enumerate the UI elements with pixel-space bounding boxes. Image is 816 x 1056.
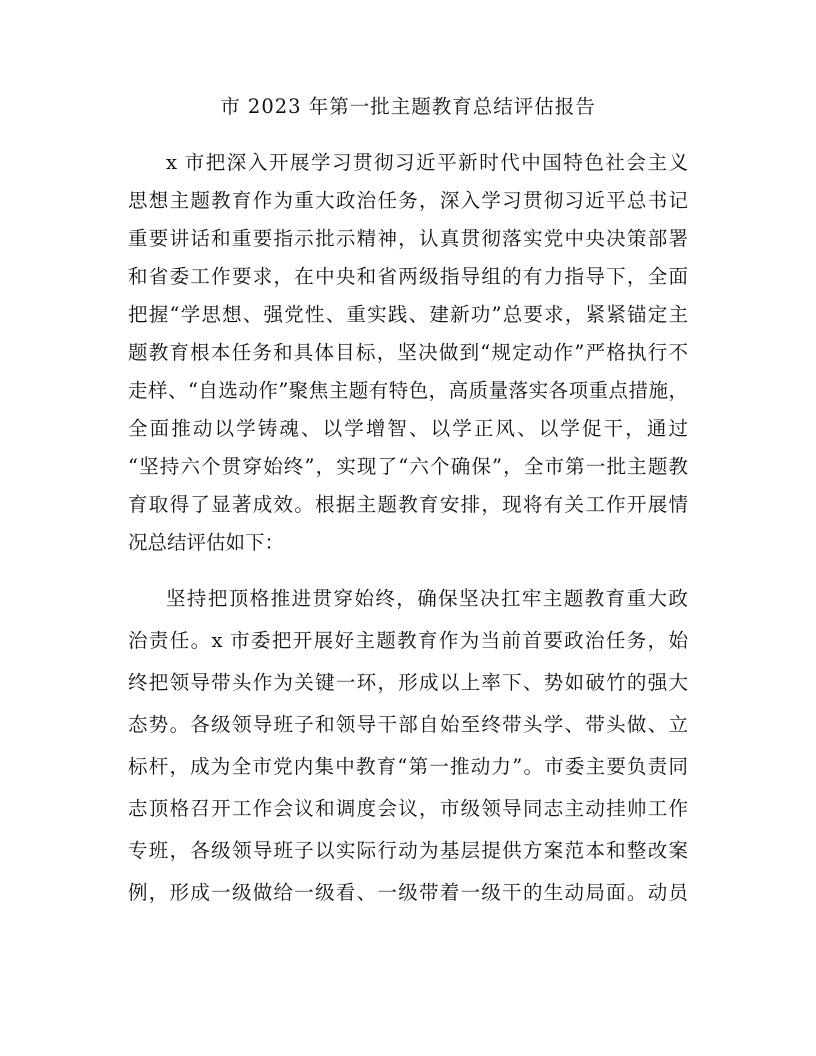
paragraph-line: 思想主题教育作为重大政治任务，深入学习贯彻习近平总书记 [128,189,688,212]
paragraph-line: 况总结评估如下： [128,531,285,554]
paragraph-line: 重要讲话和重要指示批示精神，认真贯彻落实党中央决策部署 [128,227,688,250]
paragraph-line: x 市把深入开展学习贯彻习近平新时代中国特色社会主义 [166,151,688,174]
paragraph-line: 把握“学思想、强党性、重实践、建新功”总要求，紧紧锚定主 [128,303,688,326]
paragraph-line: 标杆，成为全市党内集中教育“第一推动力”。市委主要负责同 [128,755,688,778]
paragraph-line: 治责任。x 市委把开展好主题教育作为当前首要政治任务，始 [128,629,688,652]
paragraph-line: 题教育根本任务和具体目标，坚决做到“规定动作”严格执行不 [128,341,688,364]
document-title: 市 2023 年第一批主题教育总结评估报告 [220,95,596,118]
paragraph-line: 全面推动以学铸魂、以学增智、以学正风、以学促干，通过 [128,417,688,440]
paragraph-line: 坚持把顶格推进贯穿始终，确保坚决扛牢主题教育重大政 [166,587,688,610]
paragraph-line: 走样、“自选动作”聚焦主题有特色，高质量落实各项重点措施， [128,379,688,402]
paragraph-line: 和省委工作要求，在中央和省两级指导组的有力指导下，全面 [128,265,688,288]
paragraph-line: 终把领导带头作为关键一环，形成以上率下、势如破竹的强大 [128,671,688,694]
paragraph-line: “坚持六个贯穿始终”，实现了“六个确保”，全市第一批主题教 [128,455,688,478]
paragraph-line: 专班，各级领导班子以实际行动为基层提供方案范本和整改案 [128,839,688,862]
paragraph-line: 育取得了显著成效。根据主题教育安排，现将有关工作开展情 [128,493,688,516]
paragraph-line: 例，形成一级做给一级看、一级带着一级干的生动局面。动员 [128,881,688,904]
paragraph-line: 志顶格召开工作会议和调度会议，市级领导同志主动挂帅工作 [128,797,688,820]
paragraph-line: 态势。各级领导班子和领导干部自始至终带头学、带头做、立 [128,713,688,736]
